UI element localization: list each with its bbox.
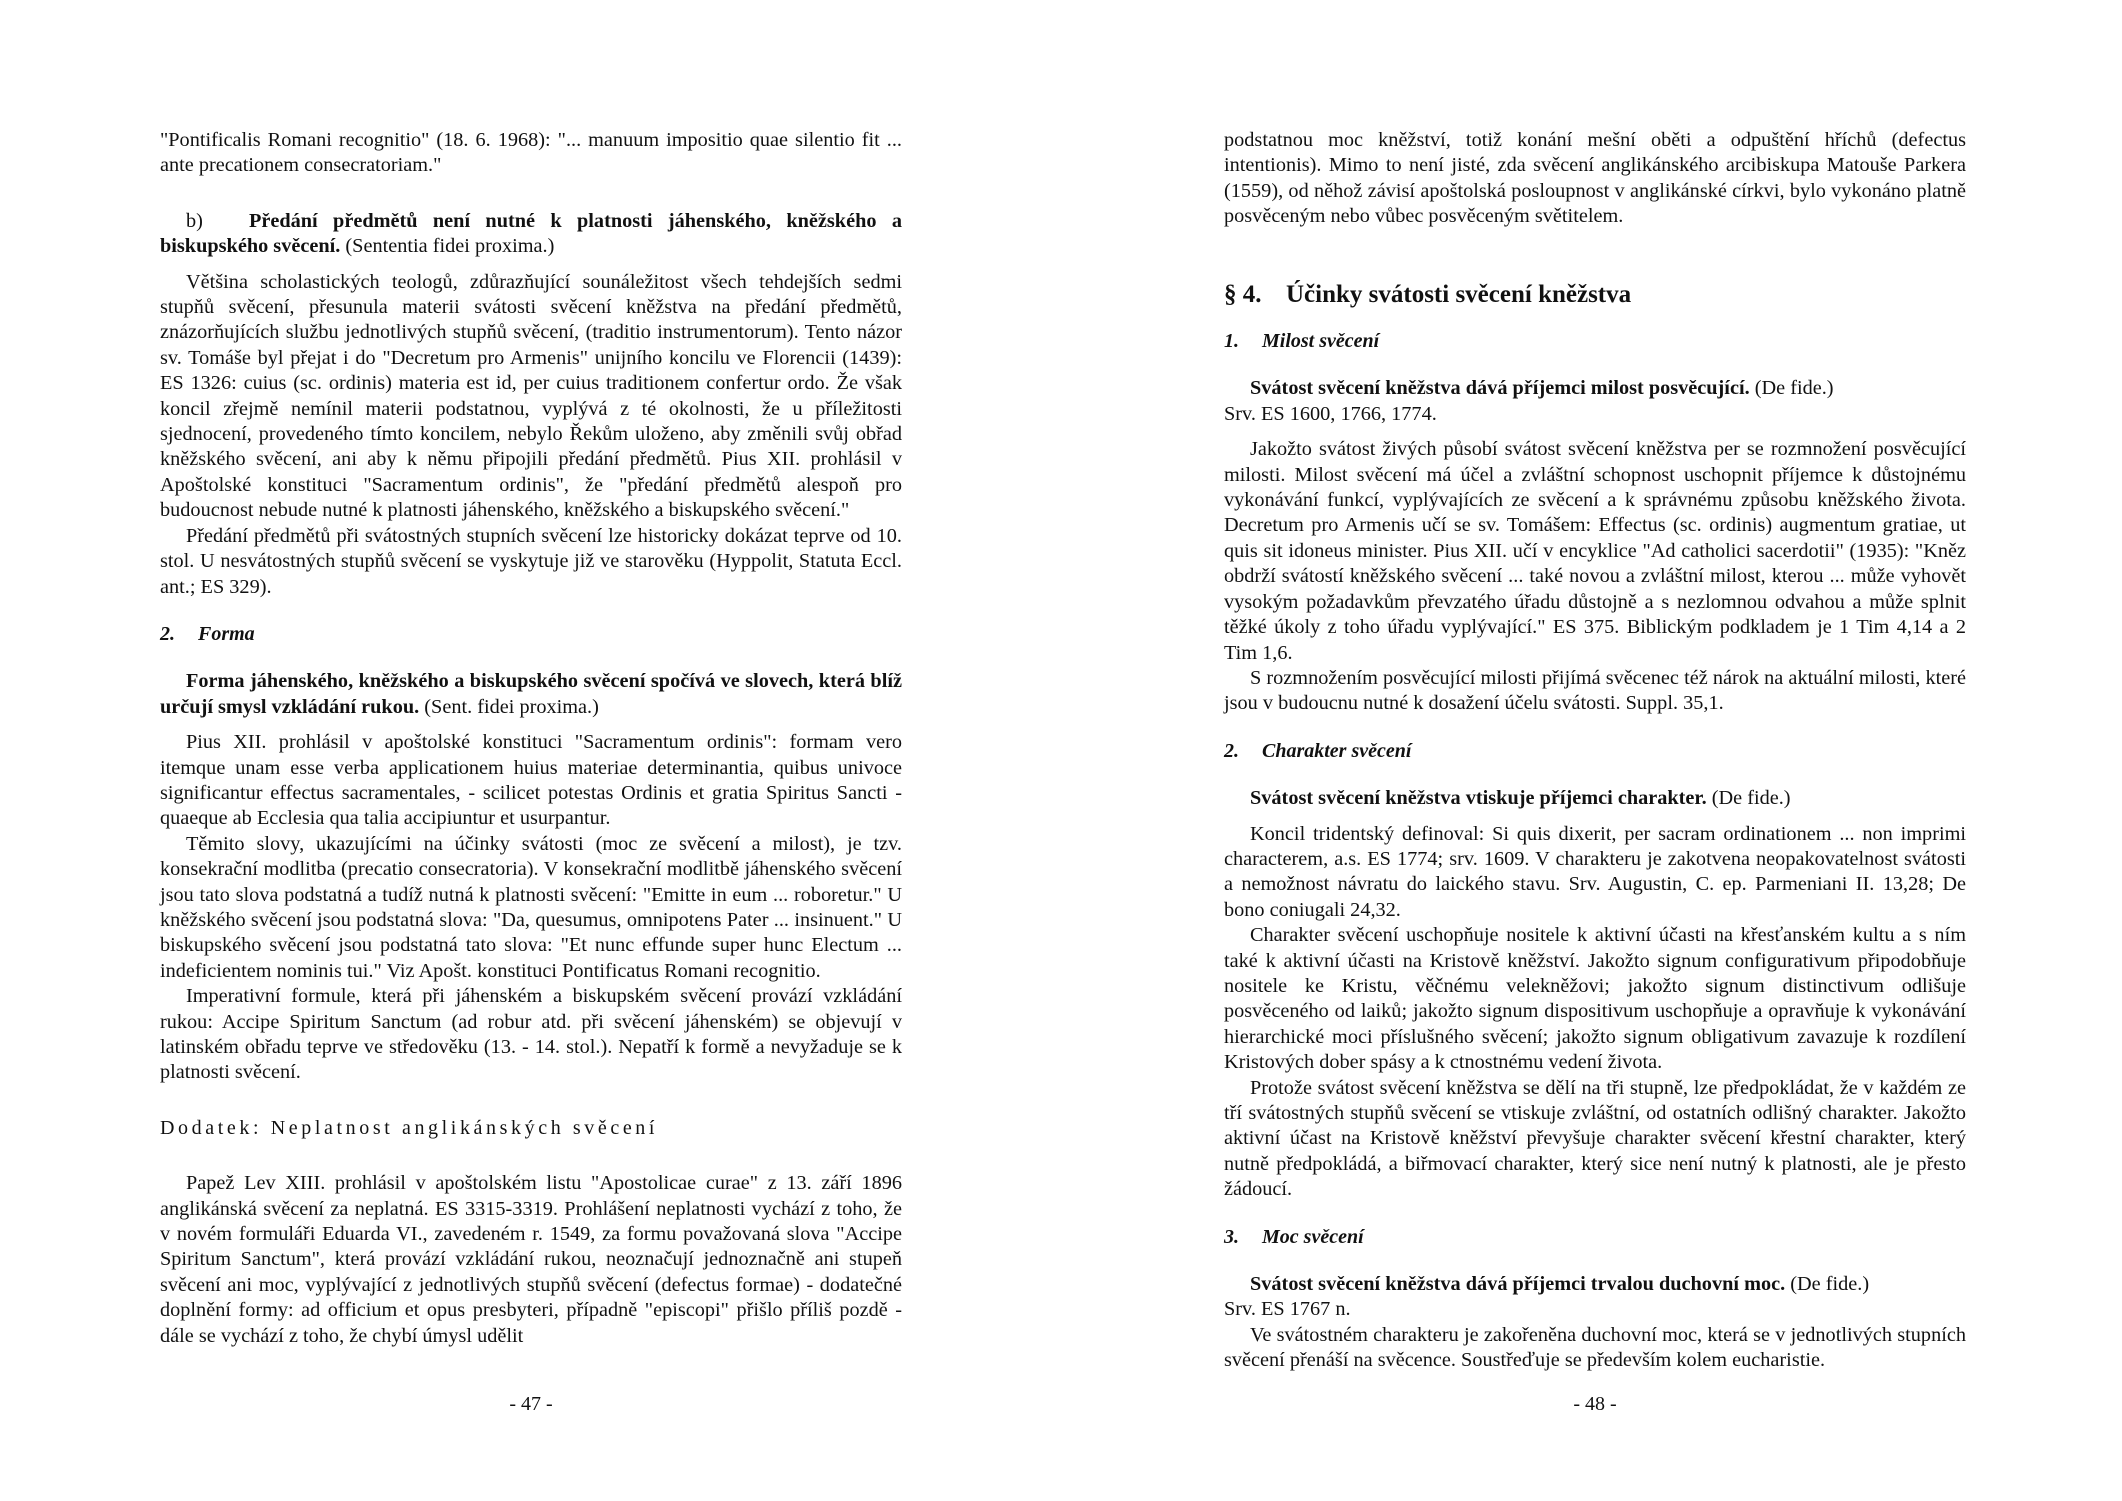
thesis-text: Svátost svěcení kněžstva vtiskuje příjemci charakter. (1250, 787, 1707, 810)
paragraph: Jakožto svátost živých působí svátost svěcení kněžstva per se rozmnožení posvěcující milosti. Milost svěcení má účel a zvláštní schopnost uschopnit příjemce k důstojnému vykonávání funkcí, vyplývajících ze svěcení a k správnému způsobu kněžského života. Decretum pro Armenis učí se sv. Tomášem: Effectus (sc. ordinis) augmentum gratiae, ut quis sit idoneus minister. Pius XII. učí v encyklice "Ad catholici sacerdotii" (1935): "Kněz obdrží svátostí kněžského svěcení ... také novou a zvláštní milost, kterou ... může vyhovět vysokým požadavkům převzatého úřadu důstojně a s nezlomnou odvahou a může splnit těžké úkoly z toho úřadu vyplývající." ES 375. Biblickým podkladem je 1 Tim 4,14 a 2 Tim 1,6. (1224, 438, 1966, 664)
paragraph: Papež Lev XIII. prohlásil v apoštolském listu "Apostolicae curae" z 13. září 1896 anglikánská svěcení za neplatná. ES 3315-3319. Prohlášení neplatnosti vychází z toho, že v novém formuláři Eduarda VI., zavedeném r. 1549, za formu považovaná slova "Accipe Spiritum Sanctum", která provází vzkládání rukou, neoznačují jednoznačně ani stupeň svěcení ani moc, vyplývající z jednotlivých stupňů svěcení (defectus formae) - dodatečné doplnění formy: ad officium et opus presbyteri, případně "episcopi" přišlo příliš pozdě - dále se vychází z toho, že chybí úmysl udělit (160, 1172, 902, 1347)
section-title: Forma (198, 622, 255, 645)
paragraph: Pius XII. prohlásil v apoštolské konstituci "Sacramentum ordinis": formam vero itemque unam esse verba applicationem huius materiae determinantia, quibus univoce significantur effectus sacramentales, - scilicet potestas Ordinis et gratia Spiritus Sancti - quaeque ab Ecclesia qua talia accipiuntur et usurpantur. (160, 731, 902, 830)
page-number-right: - 48 - (1573, 1393, 1617, 1415)
page-number-left: - 47 - (509, 1393, 553, 1415)
chapter-title: Účinky svátosti svěcení kněžstva (1286, 280, 1632, 308)
thesis-note: (Sententia fidei proxima.) (345, 235, 555, 258)
thesis-note: (De fide.) (1790, 1273, 1870, 1296)
appendix-heading: Dodatek: Neplatnost anglikánských svěcení (160, 1116, 659, 1139)
thesis-note: (De fide.) (1711, 787, 1791, 810)
paragraph: podstatnou moc kněžství, totiž konání mešní oběti a odpuštění hříchů (defectus intentionis). Mimo to není jisté, zda svěcení anglikánského arcibiskupa Matouše Parkera (1559), od něhož závisí apoštolská posloupnost v anglikánské církvi, bylo vykonáno platně posvěceným nebo vůbec posvěceným světitelem. (1224, 129, 1966, 228)
reference: Srv. ES 1767 n. (1224, 1298, 1351, 1321)
thesis-forma (160, 669, 902, 720)
thesis-text: Předání předmětů není nutné k platnosti jáhenského, kněžského a biskupského svěcení. (160, 209, 902, 258)
section-heading-charakter (1224, 739, 1966, 764)
section-heading-moc (1224, 1225, 1966, 1250)
thesis-b (160, 209, 902, 260)
thesis-moc (1224, 1272, 1966, 1297)
thesis-note: (De fide.) (1754, 377, 1834, 400)
section-title: Milost svěcení (1262, 330, 1380, 353)
thesis-note: (Sent. fidei proxima.) (424, 695, 599, 718)
chapter-heading (1224, 282, 1966, 307)
section-number: 1. (1224, 330, 1239, 353)
section-heading-forma (160, 622, 902, 647)
section-title: Moc svěcení (1262, 1225, 1364, 1248)
paragraph: "Pontificalis Romani recognitio" (18. 6. 1968): "... manuum impositio quae silentio fit ... ante precationem consecratoriam." (160, 129, 902, 177)
paragraph: Charakter svěcení uschopňuje nositele k aktivní účasti na křesťanském kultu a s ním také k aktivní účasti na Kristově kněžství. Jakožto signum configurativum připodobňuje nositele ke Kristu, věčnému velekněžovi; jakožto signum distinctivum odlišuje posvěceného od laiků; jakožto signum dispositivum uschopňuje a opravňuje k vykonávání hierarchické moci příslušného svěcení; jakožto signum obligativum zavazuje k rozdílení Kristových dober spásy a k ctnostnému vedení života. (1224, 924, 1966, 1074)
section-number: 3. (1224, 1225, 1239, 1248)
paragraph: S rozmnožením posvěcující milosti přijímá svěcenec též nárok na aktuální milosti, které jsou v budoucnu nutné k dosažení účelu svátosti. Suppl. 35,1. (1224, 666, 1966, 715)
thesis-text: Svátost svěcení kněžstva dává příjemci trvalou duchovní moc. (1250, 1273, 1786, 1296)
paragraph: Předání předmětů při svátostných stupních svěcení lze historicky dokázat teprve od 10. stol. U nesvátostných stupňů svěcení se vyskytuje již ve starověku (Hyppolit, Statuta Eccl. ant.; ES 329). (160, 524, 902, 598)
paragraph: Těmito slovy, ukazujícími na účinky svátosti (moc ze svěcení a milost), je tzv. konsekrační modlitba (precatio consecratoria). V konsekrační modlitbě jáhenského svěcení jsou tato slova podstatná a tudíž nutná k platnosti svěcení: "Emitte in eum ... roboretur." U kněžského svěcení jsou podstatná slova: "Da, quesumus, omnipotens Pater ... insinuent." U biskupského svěcení jsou podstatná tato slova: "Et nunc effunde super hunc Electum ... indeficientem nominis tui." Viz Apošt. konstituci Pontificatus Romani recognitio. (160, 832, 902, 982)
page-48 (1224, 128, 1966, 1374)
paragraph: Protože svátost svěcení kněžstva se dělí na tři stupně, lze předpokládat, že v každém ze tří svátostných stupňů svěcení se vtiskuje zvláštní, od ostatních odlišný charakter. Jakožto aktivní účast na Kristově kněžství převyšuje charakter svěcení křestní charakter, který nutně předpokládá, a biřmovací charakter, který sice není nutný k platnosti, ale je přesto žádoucí. (1224, 1076, 1966, 1201)
reference: Srv. ES 1600, 1766, 1774. (1224, 402, 1437, 425)
thesis-charakter (1224, 786, 1966, 811)
paragraph: Většina scholastických teologů, zdůrazňující sounáležitost všech tehdejších sedmi stupňů svěcení, přesunula materii svátosti svěcení kněžstva na předání předmětů, znázorňujících službu jednotlivých stupňů svěcení, (traditio instrumentorum). Tento názor sv. Tomáše byl přejat i do "Decretum pro Armenis" unijního koncilu ve Florencii (1439): ES 1326: cuius (sc. ordinis) materia est id, per cuius traditionem confertur ordo. Že však koncil zřejmě nemínil materii podstatnou, vyplývá z té okolnosti, že u příležitosti sjednocení, provedeného tímto koncilem, nebylo Řekům uloženo, aby změnili svůj obřad kněžského svěcení, ani aby k němu připojili předání předmětů. Pius XII. prohlásil v Apoštolské konstituci "Sacramentum ordinis", že "předání předmětů alespoň pro budoucnost nebude nutné k platnosti jáhenského, kněžského a biskupského svěcení." (160, 270, 902, 522)
section-number: 2. (1224, 739, 1239, 762)
paragraph: Ve svátostném charakteru je zakořeněna duchovní moc, která se v jednotlivých stupních svěcení přenáší na svěcence. Soustřeďuje se především kolem eucharistie. (1224, 1323, 1966, 1372)
section-title: Charakter svěcení (1262, 739, 1412, 762)
thesis-text: Forma jáhenského, kněžského a biskupského svěcení spočívá ve slovech, která blíž určují smysl vzkládání rukou. (160, 670, 902, 718)
section-heading-milost (1224, 329, 1966, 354)
thesis-milost (1224, 376, 1966, 401)
paragraph: Imperativní formule, která při jáhenském a biskupském svěcení provází vzkládání rukou: Accipe Spiritum Sanctum (ad robur atd. při svěcení jáhenském) se objevují v latinském obřadu teprve ve středověku (13. - 14. stol.). Nepatří k formě a nevyžaduje se k platnosti svěcení. (160, 985, 902, 1084)
paragraph: Koncil tridentský definoval: Si quis dixerit, per sacram ordinationem ... non imprimi characterem, a.s. ES 1774; srv. 1609. V charakteru je zakotvena neopakovatelnost svátosti a nemožnost návratu do laického stavu. Srv. Augustin, C. ep. Parmeniani II. 13,28; De bono coniugali 24,32. (1224, 822, 1966, 921)
thesis-label: b) (186, 209, 203, 232)
section-number: 2. (160, 622, 175, 645)
page-47 (160, 128, 902, 1349)
chapter-number: § 4. (1224, 280, 1262, 308)
thesis-text: Svátost svěcení kněžstva dává příjemci milost posvěcující. (1250, 377, 1750, 400)
